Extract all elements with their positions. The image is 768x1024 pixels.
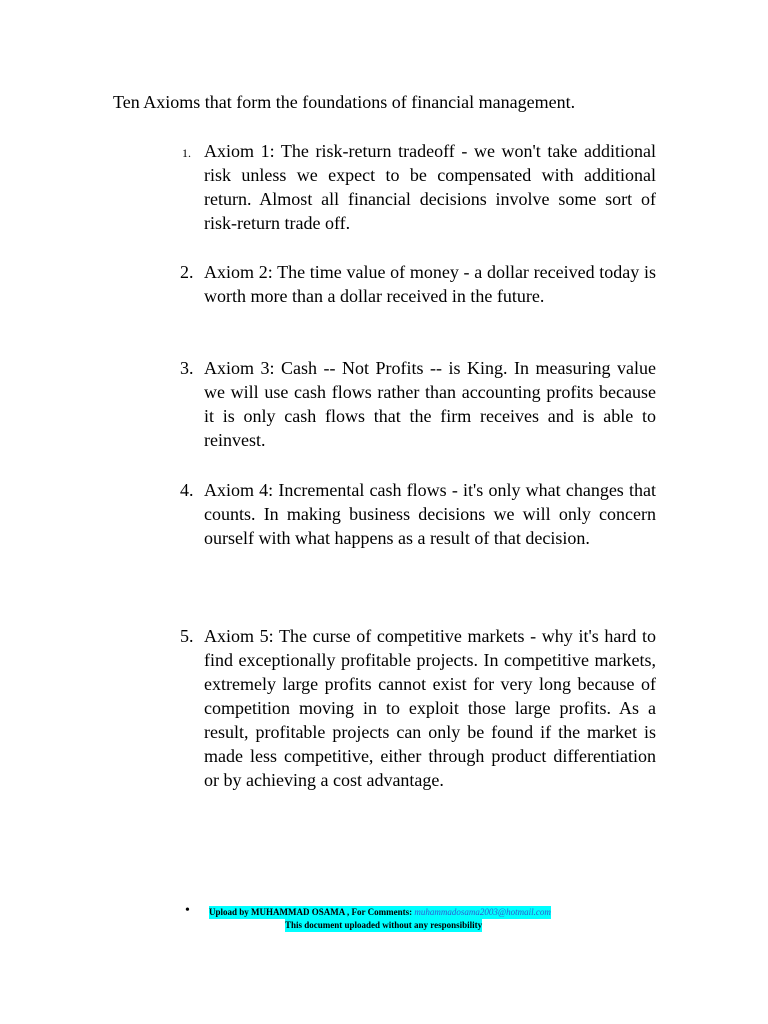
axiom-list-item xyxy=(180,139,656,235)
axiom-list-item xyxy=(180,356,656,452)
list-number: 4. xyxy=(180,480,194,500)
list-number: 2. xyxy=(180,262,194,282)
list-number: 1. xyxy=(182,146,191,160)
list-number: 5. xyxy=(180,626,194,646)
upload-text: Upload by MUHAMMAD OSAMA , For Comments: xyxy=(209,907,413,917)
axiom-text: Axiom 1: The risk-return tradeoff - we won't take additional risk unless we expect to be compensated with additional return. Almost all financial decisions involve some sort of risk-return trade off. xyxy=(204,141,656,233)
axiom-list-item xyxy=(180,624,656,792)
email-link[interactable]: muhammadosama2003@hotmail.com xyxy=(414,907,551,917)
intro-heading: Ten Axioms that form the foundations of financial management. xyxy=(113,92,576,112)
axiom-list-item xyxy=(180,478,656,550)
axiom-text: Axiom 2: The time value of money - a dollar received today is worth more than a dollar received in the future. xyxy=(204,262,656,306)
disclaimer-text: This document uploaded without any responsibility xyxy=(285,920,483,930)
upload-credit xyxy=(209,906,551,919)
axiom-list-item xyxy=(180,260,656,308)
list-number: 3. xyxy=(180,358,194,378)
bullet-icon: • xyxy=(185,903,190,918)
axiom-text: Axiom 5: The curse of competitive markets - why it's hard to find exceptionally profitable projects. In competitive markets, extremely large profits cannot exist for very long because of competition moving in to exploit those large profits. As a result, profitable projects can only be found if the market is made less competitive, either through product differentiation or by achieving a cost advantage. xyxy=(204,626,656,790)
axiom-text: Axiom 4: Incremental cash flows - it's only what changes that counts. In making business decisions we will only concern ourself with what happens as a result of that decision. xyxy=(204,480,656,548)
axiom-text: Axiom 3: Cash -- Not Profits -- is King. In measuring value we will use cash flows rather than accounting profits because it is only cash flows that the firm receives and is able to reinvest. xyxy=(204,358,656,450)
